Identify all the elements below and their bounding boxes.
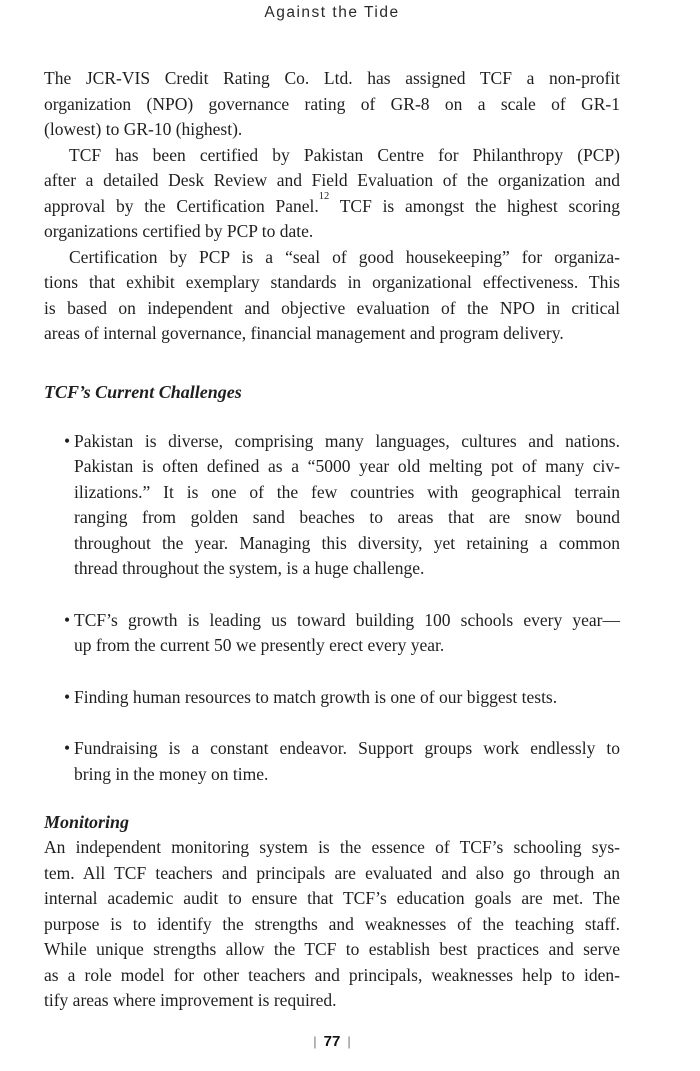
- text-line: An independent monitoring system is the essence of TCF’s schooling sys-: [44, 837, 620, 857]
- text-line: after a detailed Desk Review and Field Evaluation of the organization and: [44, 170, 620, 190]
- text-line: approval by the Certification Panel.$^{12}$ TCF is amongst the highest scoring: [44, 190, 620, 216]
- text-line: TCF’s growth is leading us toward building 100 schools every year—: [74, 609, 620, 630]
- footer-bar-left: |: [313, 1034, 317, 1049]
- bullet-icon: •: [64, 609, 71, 630]
- text-line: Fundraising is a constant endeavor. Support groups work endlessly to: [74, 738, 620, 758]
- text-line: as a role model for other teachers and principals, weaknesses help to iden-: [44, 964, 620, 985]
- section-heading-challenges: TCF’s Current Challenges: [44, 381, 242, 402]
- bullet-text: [74, 608, 620, 659]
- text-line: ilizations.” It is one of the few countries with geographical terrain: [74, 481, 620, 502]
- text-line: organizations certified by PCP to date.: [44, 221, 314, 241]
- monitoring-paragraph: [44, 835, 620, 1014]
- bullet-item: [44, 736, 620, 787]
- text-line: purpose is to identify the strengths and weaknesses of the teaching staff.: [44, 913, 620, 934]
- intro-paragraph: [44, 66, 620, 143]
- bullet-item: [44, 608, 620, 659]
- bullet-icon: •: [64, 430, 71, 451]
- text-line: bring in the money on time.: [74, 763, 269, 784]
- text-line: is based on independent and objective evaluation of the NPO in critical: [44, 297, 620, 318]
- text-line: internal academic audit to ensure that TCF’s education goals are met. The: [44, 888, 620, 908]
- text-line: TCF has been certified by Pakistan Centre for Philanthropy (PCP): [69, 144, 620, 165]
- text-line: The JCR-VIS Credit Rating Co. Ltd. has assigned TCF a non-profit: [44, 68, 620, 88]
- text-line: tions that exhibit exemplary standards in organizational effectiveness. This: [44, 272, 620, 292]
- text-line: throughout the year. Managing this diversity, yet retaining a common: [74, 532, 620, 553]
- text-line: Pakistan is diverse, comprising many languages, cultures and nations.: [74, 430, 620, 451]
- bullet-icon: •: [64, 686, 71, 707]
- bullet-item: [44, 685, 620, 711]
- footer-bar-right: |: [347, 1034, 351, 1049]
- text-line: Pakistan is often defined as a “5000 year old melting pot of many civ-: [74, 456, 620, 476]
- page-footer: [44, 1033, 620, 1051]
- section-heading-monitoring: Monitoring: [44, 812, 130, 832]
- text-line: tify areas where improvement is required.: [44, 990, 337, 1010]
- page-number: 77: [323, 1033, 341, 1050]
- intro-paragraph: [44, 143, 620, 245]
- text-line: ranging from golden sand beaches to areas that are snow bound: [74, 507, 620, 527]
- text-line: Certification by PCP is a “seal of good housekeeping” for organiza-: [69, 246, 620, 267]
- bullet-text: [74, 429, 620, 582]
- text-line: thread throughout the system, is a huge challenge.: [74, 558, 425, 578]
- running-head: Against the Tide: [264, 4, 400, 21]
- text-line: (lowest) to GR-10 (highest).: [44, 119, 243, 139]
- page-content: [44, 66, 620, 1014]
- intro-section: [44, 66, 620, 347]
- intro-paragraph: [44, 245, 620, 347]
- text-line: up from the current 50 we presently erect every year.: [74, 635, 445, 655]
- bullet-text: [74, 685, 620, 711]
- text-line: Finding human resources to match growth is one of our biggest tests.: [74, 686, 558, 707]
- bullet-item: [44, 429, 620, 582]
- bullet-icon: •: [64, 738, 71, 758]
- text-line: organization (NPO) governance rating of GR-8 on a scale of GR-1: [44, 93, 620, 114]
- text-line: tem. All TCF teachers and principals are evaluated and also go through an: [44, 862, 620, 883]
- challenges-list: [44, 429, 620, 788]
- footnote-ref: 12: [318, 190, 330, 202]
- text-line: While unique strengths allow the TCF to establish best practices and serve: [44, 939, 620, 959]
- text-line: areas of internal governance, financial management and program delivery.: [44, 323, 564, 343]
- bullet-text: [74, 736, 620, 787]
